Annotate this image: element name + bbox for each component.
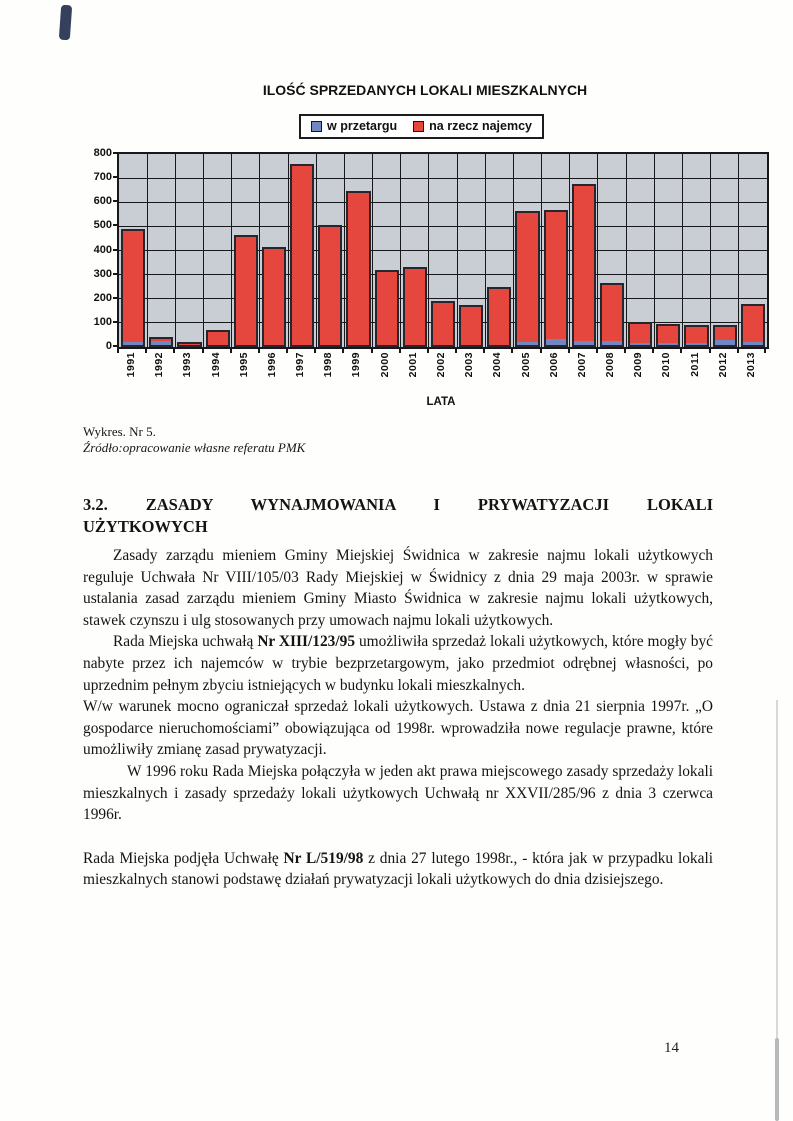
bar-segment-najemca (264, 249, 284, 345)
bar-2007 (572, 184, 596, 347)
bar-2000 (375, 270, 399, 347)
section-heading-line2: UŻYTKOWYCH (83, 516, 208, 536)
bar-2008 (600, 283, 624, 347)
caption-number: Wykres. Nr 5. (83, 424, 156, 439)
bar-segment-przetarg (546, 339, 566, 345)
bar-2005 (515, 211, 539, 347)
bar-1994 (206, 330, 230, 347)
legend-swatch-najemca-icon (413, 121, 424, 132)
bar-2011 (684, 325, 708, 347)
bar-2013 (741, 304, 765, 347)
chart-x-axis-label: LATA (426, 396, 456, 408)
x-tick-label: 2004 (491, 352, 504, 378)
bar-1991 (121, 229, 145, 347)
x-tick-label: 2007 (575, 352, 588, 378)
y-tick-label: 600 (93, 195, 112, 208)
x-tick-label: 1991 (125, 352, 138, 378)
x-tick-label: 1992 (153, 352, 166, 378)
bar-segment-najemca (686, 327, 706, 342)
bar-segment-najemca (461, 307, 481, 345)
bold-resolution-number: Nr XIII/123/95 (257, 633, 356, 651)
bar-1992 (149, 337, 173, 347)
legend-item-przetarg (311, 119, 397, 133)
y-tick-label: 400 (93, 243, 112, 256)
bar-2012 (713, 325, 737, 347)
x-tick-label: 2002 (434, 352, 447, 378)
bar-segment-najemca (658, 326, 678, 343)
x-tick-label: 2009 (632, 352, 645, 378)
bar-segment-najemca (574, 186, 594, 341)
x-tick-label: 1994 (209, 352, 222, 378)
bar-segment-najemca (546, 212, 566, 340)
y-tick-label: 300 (93, 267, 112, 280)
bar-segment-najemca (208, 332, 228, 345)
x-tick-label: 2008 (604, 352, 617, 378)
x-tick-label: 2000 (378, 352, 391, 378)
bar-segment-najemca (743, 306, 763, 342)
paragraph-5: Rada Miejska podjęła Uchwałę Nr L/519/98 z dnia 27 lutego 1998r., - która jak w przypadku lokali mieszkalnych stanowi podstawę działań prywatyzacji lokali użytkowych do dnia dzisiejszego. (83, 849, 714, 889)
bar-segment-najemca (405, 269, 425, 345)
x-tick-label: 2005 (519, 352, 532, 378)
paragraph-1: Zasady zarządu mieniem Gminy Miejskiej Świdnica w zakresie najmu lokali użytkowych reguluje Uchwała Nr VIII/105/03 Rady Miejskiej w Świdnicy z dnia 29 maja 2003r. w sprawie ustalania zasad zarządu mieniem Gminy Miasto Świdnica w zakresie najmu lokali użytkowych, stawek czynszu i ulg stosowanych przy umowach najmu lokali użytkowych. (83, 547, 713, 629)
bar-segment-najemca (320, 227, 340, 345)
section-content (83, 494, 713, 891)
bar-segment-przetarg (517, 342, 537, 345)
legend-label-przetarg: w przetargu (327, 119, 398, 133)
x-tick-label: 1995 (237, 352, 250, 378)
bar-segment-najemca (630, 324, 650, 343)
y-tick-label: 700 (93, 171, 112, 184)
x-tick-label: 1997 (294, 352, 307, 378)
bar-2001 (403, 267, 427, 347)
legend-label-najemca: na rzecz najemcy (429, 119, 532, 133)
bar-segment-przetarg (602, 341, 622, 345)
y-tick-label: 0 (105, 340, 112, 352)
section-heading-line1: 3.2. ZASADY WYNAJMOWANIA I PRYWATYZACJI LOKALI (83, 495, 713, 514)
bar-segment-najemca (179, 344, 199, 345)
x-tick-label: 1993 (181, 352, 194, 378)
bar-segment-przetarg (743, 342, 763, 345)
x-tick-label: 2012 (716, 352, 729, 378)
y-tick-label: 800 (93, 147, 112, 159)
bar-segment-przetarg (123, 342, 143, 346)
chart-legend (299, 114, 544, 139)
bar-1998 (318, 225, 342, 347)
chart-x-axis (117, 352, 767, 396)
bar-segment-najemca (602, 285, 622, 341)
x-tick-label: 2003 (463, 352, 476, 378)
x-tick-label: 2006 (547, 352, 560, 378)
paragraph-3: W/w warunek mocno ograniczał sprzedaż lokali użytkowych. Ustawa z dnia 21 sierpnia 1997r. „O gospodarce nieruchomościami” obowiązująca od 1998r. wprowadziła nowe regulacje prawne, które umożliwiły zmianę zasad prywatyzacji. (83, 698, 713, 759)
bar-2003 (459, 305, 483, 347)
bar-1995 (234, 235, 258, 347)
bar-2009 (628, 322, 652, 347)
bar-segment-najemca (517, 213, 537, 342)
bar-segment-przetarg (630, 343, 650, 345)
bar-segment-najemca (433, 303, 453, 345)
bar-2002 (431, 301, 455, 347)
bar-1996 (262, 247, 286, 347)
x-tick-label: 2013 (744, 352, 757, 378)
page-number: 14 (664, 1040, 679, 1056)
caption-source: Źródło:opracowanie własne referatu PMK (83, 439, 306, 455)
paragraph-4: W 1996 roku Rada Miejska połączyła w jeden akt prawa miejscowego zasady sprzedaży lokali mieszkalnych i zasady sprzedaży lokali użytkowych Uchwałą nr XXVII/285/96 z dnia 3 czerwca 1996r. (83, 762, 713, 824)
x-tick-label: 1998 (322, 352, 335, 378)
x-tick-label: 1999 (350, 352, 363, 378)
paragraph-2: Rada Miejska uchwałą Nr XIII/123/95 umożliwiła sprzedaż lokali użytkowych, które mogły być nabyte przez ich najemców w trybie bezprzetargowym, jako przedmiot odrębnej własności, po uprzednim pełnym zbyciu istniejących w budynku lokali mieszkalnych. (83, 633, 713, 694)
bar-2006 (544, 210, 568, 348)
x-tick-label: 2010 (660, 352, 673, 378)
chart-plot-area (117, 152, 769, 349)
bar-1997 (290, 164, 314, 347)
y-tick-label: 500 (93, 219, 112, 232)
bar-segment-najemca (377, 272, 397, 345)
bar-segment-najemca (292, 166, 312, 345)
bar-segment-przetarg (715, 340, 735, 346)
chart-caption (83, 424, 305, 455)
bar-1999 (346, 191, 370, 347)
bar-2004 (487, 287, 511, 347)
bar-segment-przetarg (686, 343, 706, 345)
x-tick-label: 1996 (265, 352, 278, 378)
bar-2010 (656, 324, 680, 347)
chart-title: ILOŚĆ SPRZEDANYCH LOKALI MIESZKALNYCH (262, 82, 588, 98)
legend-swatch-przetarg-icon (311, 121, 322, 132)
chart-y-axis (72, 147, 112, 352)
bar-segment-najemca (348, 193, 368, 345)
scan-edge-bar (775, 1038, 779, 1121)
bold-resolution-number-2: Nr L/519/98 (283, 849, 364, 867)
bar-segment-najemca (236, 237, 256, 345)
legend-item-najemca (413, 119, 532, 133)
x-tick-label: 2001 (406, 352, 419, 378)
y-tick-label: 100 (93, 315, 112, 328)
bar-segment-przetarg (658, 343, 678, 345)
scan-artifact-mark (59, 5, 72, 41)
bar-segment-przetarg (574, 341, 594, 345)
bar-segment-najemca (715, 327, 735, 339)
bar-segment-przetarg (151, 341, 171, 345)
x-tick-label: 2011 (688, 352, 701, 377)
y-tick-label: 200 (93, 291, 112, 304)
bar-segment-najemca (489, 289, 509, 345)
bar-segment-najemca (123, 231, 143, 342)
